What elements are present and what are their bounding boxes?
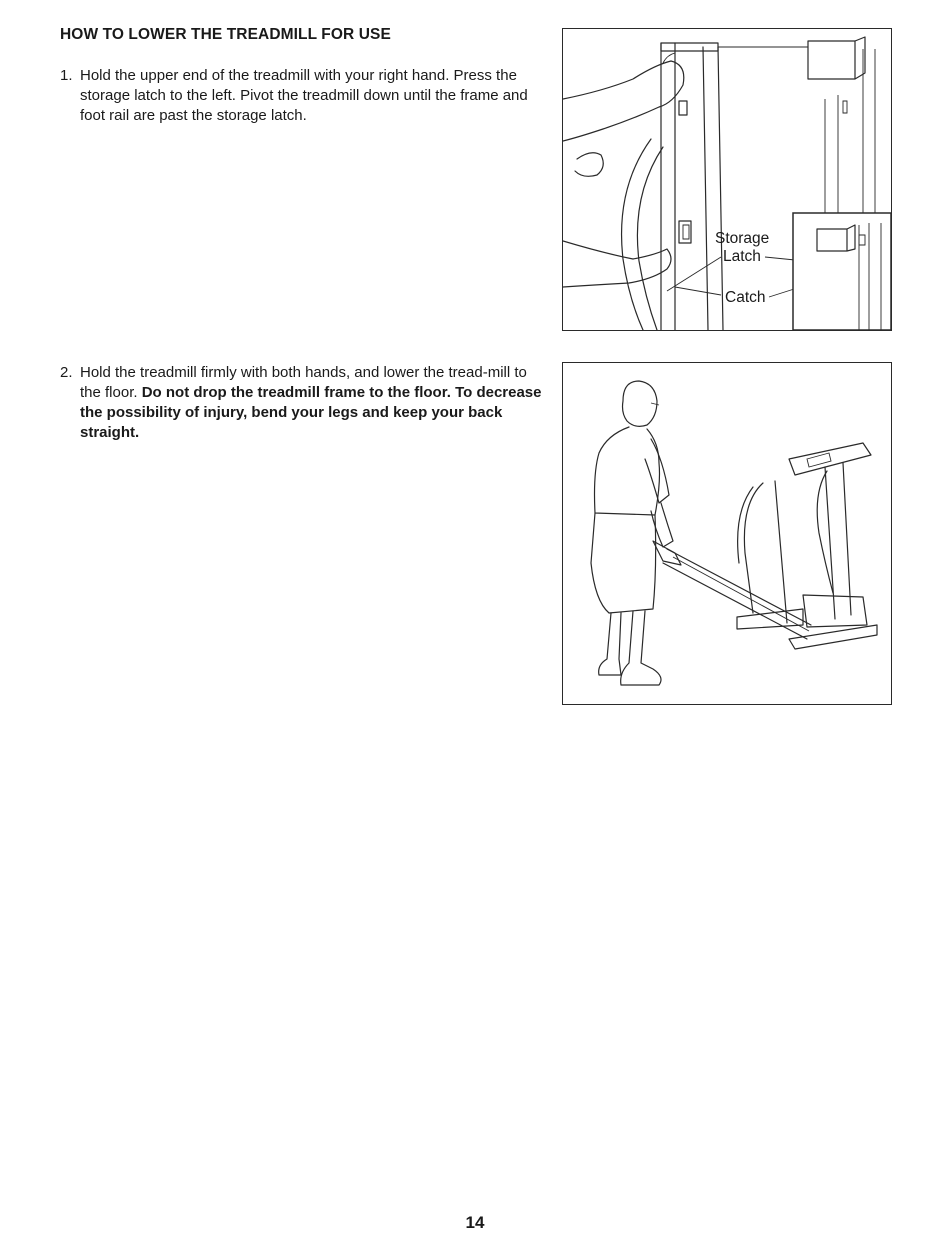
latch-knob xyxy=(683,225,689,239)
catch-leader xyxy=(675,287,721,295)
handrail-posts xyxy=(825,49,875,219)
storage-latch-label-line2: Latch xyxy=(723,248,761,265)
person-forearm xyxy=(651,503,673,547)
upper-clip xyxy=(679,101,687,115)
storage-latch-drawing xyxy=(563,29,891,330)
step-number: 1. xyxy=(60,67,73,84)
person-leg-right xyxy=(621,611,661,685)
handrail-curve xyxy=(622,139,651,330)
left-hand xyxy=(575,153,603,177)
treadmill-handrails xyxy=(738,471,833,593)
upper-arm xyxy=(563,61,684,141)
handrail-curve-inner xyxy=(637,147,663,330)
lowering-treadmill-drawing xyxy=(563,363,891,704)
step-text xyxy=(80,363,550,443)
person-leg-left xyxy=(599,613,621,675)
inset-detail-box xyxy=(793,213,891,330)
frame-top xyxy=(661,43,718,51)
person-ear xyxy=(651,403,659,405)
treadmill-base-feet xyxy=(737,609,877,649)
storage-latch-label-line1: Storage xyxy=(715,230,770,247)
person-shorts xyxy=(591,513,656,613)
small-bracket xyxy=(843,101,847,113)
step-number: 2. xyxy=(60,364,73,381)
step-warning-text: Do not drop the treadmill frame to the floor. To decrease the possibility of injury, bend your legs and keep your back straight. xyxy=(80,384,542,441)
upright-rails xyxy=(661,43,723,330)
treadmill-console xyxy=(789,443,871,475)
console-display xyxy=(807,453,831,467)
step-text: Hold the upper end of the treadmill with your right hand. Press the storage latch to the left. Pivot the treadmill down until the frame and foot rail are past the storage latch. xyxy=(80,67,528,124)
lowering-treadmill-illustration xyxy=(562,362,892,705)
lower-arm xyxy=(563,241,671,287)
section-heading: HOW TO LOWER THE TREADMILL FOR USE xyxy=(60,26,391,43)
treadmill-uprights xyxy=(744,463,851,623)
page-number: 14 xyxy=(465,1213,485,1232)
step-text-normal: Hold the treadmill firmly with both hands, and lower the tread-mill to the floor. xyxy=(80,364,527,401)
console-box xyxy=(808,37,865,79)
treadmill-belt xyxy=(673,557,809,631)
catch-label: Catch xyxy=(725,289,766,306)
storage-latch-illustration xyxy=(562,28,892,331)
